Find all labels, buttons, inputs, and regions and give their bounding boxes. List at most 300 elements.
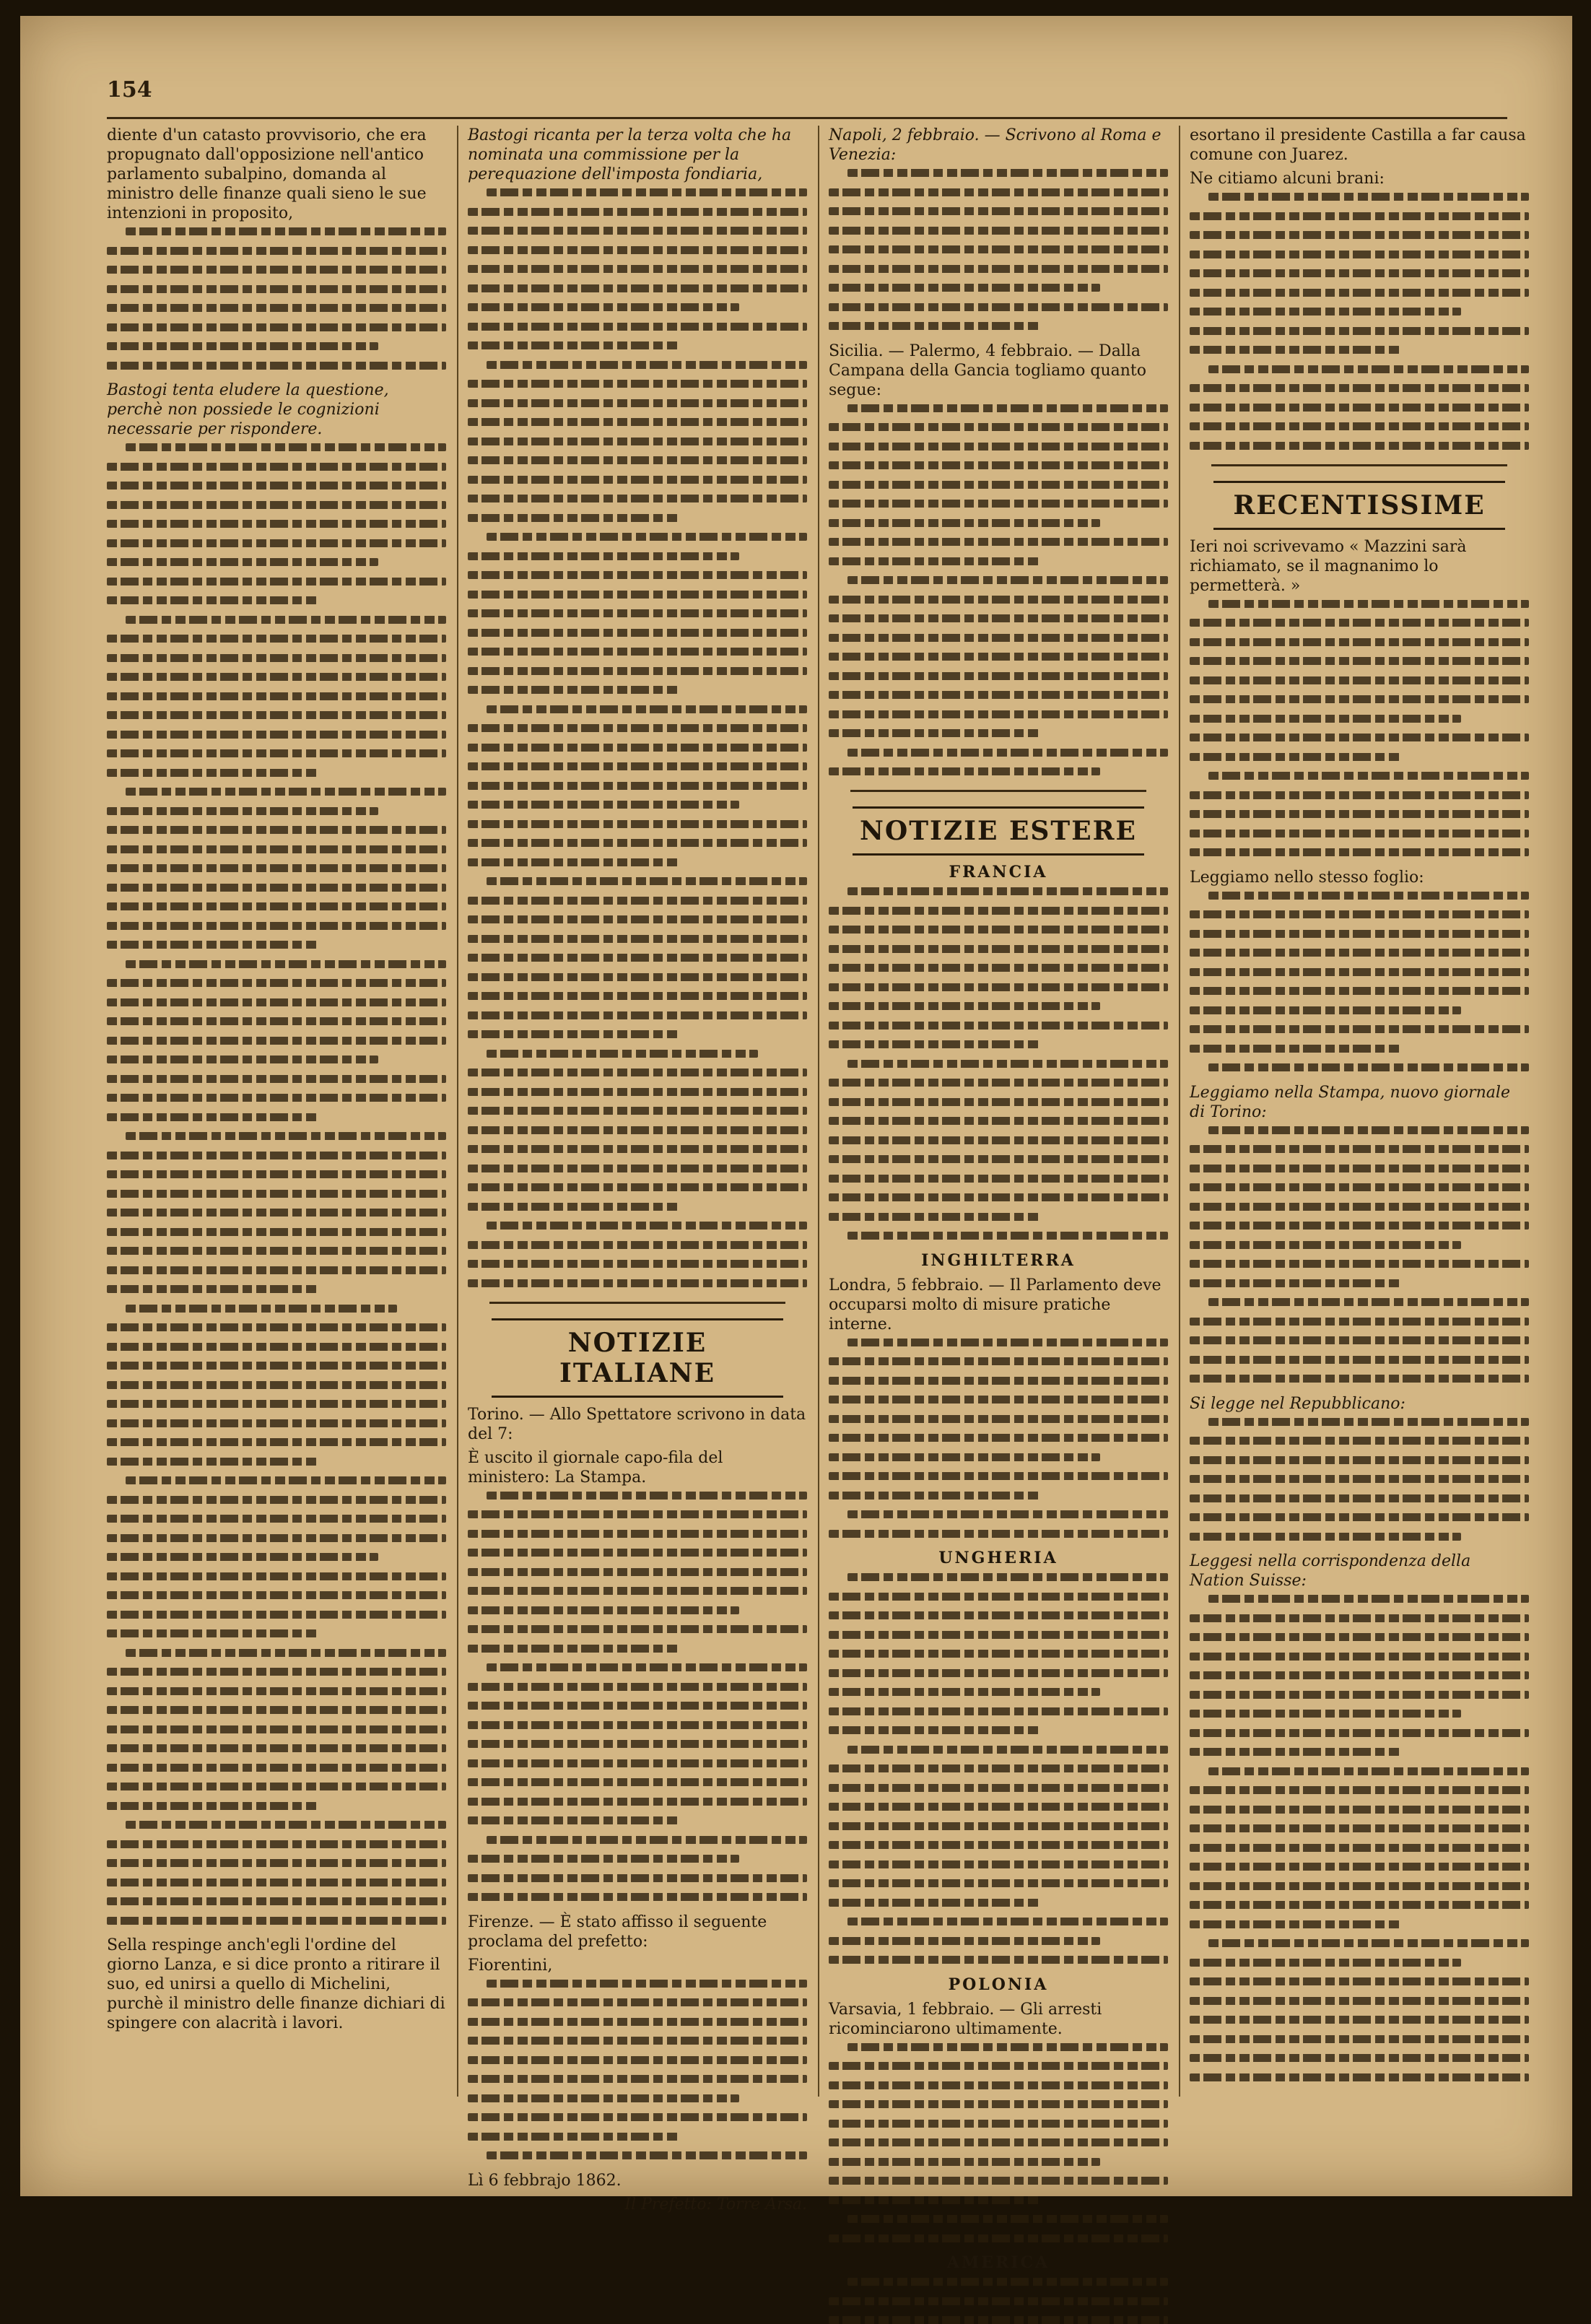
text-line xyxy=(468,1998,807,2006)
text-line xyxy=(1190,1336,1529,1344)
text-line xyxy=(829,1611,1168,1619)
text-line xyxy=(107,692,446,700)
text-line xyxy=(468,629,807,637)
text-line xyxy=(1208,1939,1529,1947)
text-line xyxy=(829,1669,1168,1677)
text-line xyxy=(829,1899,1039,1907)
text-line xyxy=(829,1213,1039,1221)
column-1 xyxy=(107,126,446,2097)
text-line xyxy=(1190,791,1529,799)
text-line xyxy=(829,596,1168,604)
col3-body-america xyxy=(829,2278,1168,2324)
text-line xyxy=(107,1744,446,1752)
text-line xyxy=(1190,1977,1529,1985)
text-line xyxy=(107,807,378,815)
text-line xyxy=(1190,1165,1529,1172)
text-line xyxy=(1190,327,1529,335)
text-line xyxy=(468,744,807,752)
text-line xyxy=(829,481,1168,489)
text-line xyxy=(1190,212,1529,220)
text-line xyxy=(829,265,1168,273)
col4-divider xyxy=(1211,464,1507,466)
newspaper-page xyxy=(20,16,1572,2272)
text-line xyxy=(1190,1748,1400,1756)
text-line xyxy=(829,322,1039,330)
text-line xyxy=(1190,384,1529,392)
repubblicano-lead: Si legge nel Repubblicano: xyxy=(1190,1394,1405,1413)
text-line xyxy=(468,1645,678,1653)
text-line xyxy=(468,2133,678,2141)
text-line xyxy=(829,729,1039,737)
text-line xyxy=(107,1266,446,1274)
text-line xyxy=(107,1037,446,1045)
text-line xyxy=(1208,365,1529,373)
text-line xyxy=(468,1798,807,1806)
text-line xyxy=(468,820,807,828)
text-line xyxy=(1190,1183,1529,1191)
text-line xyxy=(829,1175,1168,1183)
text-line xyxy=(107,1017,446,1025)
text-line xyxy=(829,1079,1168,1087)
text-line xyxy=(468,2037,807,2045)
text-line xyxy=(107,482,446,489)
text-line xyxy=(468,915,807,923)
text-line xyxy=(107,731,446,739)
text-line xyxy=(1190,1006,1461,1014)
text-line xyxy=(847,1918,1168,1925)
text-line xyxy=(829,1117,1168,1125)
text-line xyxy=(1190,930,1529,938)
text-line xyxy=(1190,753,1400,761)
text-line xyxy=(829,1040,1039,1048)
text-line xyxy=(468,1740,807,1748)
col4-citiamo: Ne citiamo alcuni brani: xyxy=(1190,170,1385,188)
text-line xyxy=(107,1515,446,1523)
text-line xyxy=(107,1591,446,1599)
text-line xyxy=(829,423,1168,431)
text-line xyxy=(468,456,807,464)
text-line xyxy=(468,954,807,962)
text-line xyxy=(1190,1997,1529,2005)
text-line xyxy=(468,1183,807,1191)
text-line xyxy=(126,443,446,451)
col4-body-repubblicano xyxy=(1190,1418,1529,1541)
text-line xyxy=(468,438,807,445)
text-line xyxy=(107,1228,446,1236)
text-line xyxy=(1190,1025,1529,1033)
text-line xyxy=(1190,1691,1529,1699)
text-line xyxy=(829,672,1168,680)
text-line xyxy=(107,323,446,331)
text-line xyxy=(107,1247,446,1255)
text-line xyxy=(847,887,1168,895)
text-line xyxy=(107,635,446,643)
text-line xyxy=(126,616,446,624)
text-line xyxy=(1208,1595,1529,1603)
text-line xyxy=(1190,1279,1400,1287)
text-line xyxy=(1190,1729,1529,1737)
text-line xyxy=(1190,619,1529,627)
text-line xyxy=(847,576,1168,584)
text-line xyxy=(468,973,807,981)
column-4 xyxy=(1190,126,1529,2097)
text-line xyxy=(829,1434,1168,1442)
text-line xyxy=(107,304,446,312)
text-line xyxy=(468,1279,807,1287)
text-line xyxy=(829,767,1100,775)
text-line xyxy=(107,362,446,370)
text-line xyxy=(107,1056,378,1063)
text-line xyxy=(107,1802,317,1810)
text-line xyxy=(829,1530,1168,1538)
text-line xyxy=(468,418,807,426)
londra-lead: Londra, 5 febbraio. — Il Parlamento deve occuparsi molto di misure pratiche interne. xyxy=(829,1276,1161,1333)
text-line xyxy=(107,1400,446,1408)
fiorentini: Fiorentini, xyxy=(468,1956,553,1975)
torino-lead: Torino. — Allo Spettatore scrivono in data del 7: xyxy=(468,1405,806,1443)
col2-body-firenze xyxy=(468,1980,807,2160)
prefetto-signature: Il Prefetto: Torre Arsa. xyxy=(624,2195,807,2214)
text-line xyxy=(487,1222,807,1230)
text-line xyxy=(829,2081,1168,2089)
text-line xyxy=(1190,1653,1529,1661)
text-line xyxy=(829,303,1168,311)
text-line xyxy=(829,1193,1168,1201)
text-line xyxy=(1190,1863,1529,1871)
text-line xyxy=(126,227,446,235)
text-line xyxy=(829,907,1168,915)
col3-divider xyxy=(850,790,1146,792)
subhead-inghilterra: INGHILTERRA xyxy=(921,1250,1076,1270)
text-line xyxy=(829,557,1039,565)
stampa-lead: Leggiamo nella Stampa, nuovo giornale di Torino: xyxy=(1190,1083,1510,1121)
col4-opening: esortano il presidente Castilla a far causa comune con Juarez. xyxy=(1190,126,1526,164)
text-line xyxy=(829,964,1168,972)
text-line xyxy=(487,1980,807,1988)
text-line xyxy=(847,749,1168,757)
text-line xyxy=(1190,442,1529,450)
text-line xyxy=(829,2062,1168,2070)
text-line xyxy=(829,1155,1168,1163)
text-line xyxy=(1208,772,1529,780)
text-line xyxy=(487,1050,758,1058)
col1-body-main xyxy=(107,443,446,1925)
text-line xyxy=(829,1822,1168,1830)
text-line xyxy=(847,2043,1168,2051)
text-line xyxy=(829,188,1168,196)
text-line xyxy=(829,1937,1100,1945)
text-line xyxy=(468,284,807,292)
column-rule-3 xyxy=(1179,126,1180,2097)
text-line xyxy=(107,1496,446,1504)
text-line xyxy=(107,711,446,719)
text-line xyxy=(468,2018,807,2026)
text-line xyxy=(847,1060,1168,1068)
text-line xyxy=(1190,2054,1529,2062)
text-line xyxy=(829,634,1168,642)
text-line xyxy=(107,1438,446,1446)
text-line xyxy=(487,533,807,541)
text-line xyxy=(829,653,1168,661)
text-line xyxy=(829,1860,1168,1868)
text-line xyxy=(107,342,378,350)
text-line xyxy=(107,1687,446,1695)
text-line xyxy=(1208,1767,1529,1775)
text-line xyxy=(107,1323,446,1331)
text-line xyxy=(107,501,446,509)
text-line xyxy=(468,208,807,216)
subhead-polonia: POLONIA xyxy=(948,1975,1049,1994)
text-line xyxy=(107,1285,317,1293)
text-line xyxy=(829,2177,1168,2185)
text-line xyxy=(468,2075,807,2083)
section-recentissime: RECENTISSIME xyxy=(1213,481,1505,530)
text-line xyxy=(1190,1045,1400,1053)
col4-body-messico xyxy=(1190,193,1529,450)
text-line xyxy=(468,648,807,656)
text-line xyxy=(468,1203,678,1211)
text-line xyxy=(829,1492,1039,1500)
text-line xyxy=(107,1343,446,1351)
text-line xyxy=(107,1170,446,1178)
text-line xyxy=(487,705,807,713)
text-line xyxy=(829,2316,1168,2324)
column-rule-2 xyxy=(818,126,819,2097)
text-line xyxy=(468,591,807,599)
text-line xyxy=(1190,1786,1529,1794)
sicilia-lead: Sicilia. — Palermo, 4 febbraio. — Dalla Campana della Gancia togliamo quanto segue: xyxy=(829,341,1146,399)
text-line xyxy=(1208,1418,1529,1426)
text-line xyxy=(468,2094,739,2102)
text-line xyxy=(829,284,1100,292)
text-line xyxy=(107,1917,446,1925)
col4-body-stampa xyxy=(1190,1126,1529,1383)
text-line xyxy=(468,667,807,675)
text-line xyxy=(468,1145,807,1153)
text-line xyxy=(468,1069,807,1076)
text-line xyxy=(1190,910,1529,918)
text-line xyxy=(107,845,446,853)
subhead-ungheria: UNGHERIA xyxy=(938,1549,1058,1567)
text-line xyxy=(847,169,1168,177)
text-line xyxy=(468,1759,807,1767)
text-line xyxy=(1190,1375,1529,1383)
stesso-foglio: Leggiamo nello stesso foglio: xyxy=(1190,868,1424,887)
text-line xyxy=(829,245,1168,253)
dateline: Lì 6 febbrajo 1862. xyxy=(468,2171,622,2190)
text-line xyxy=(126,1132,446,1140)
text-line xyxy=(829,443,1168,451)
text-line xyxy=(126,1305,397,1313)
text-line xyxy=(1190,1222,1529,1230)
subhead-america: AMERICA xyxy=(946,2253,1050,2272)
text-line xyxy=(107,266,446,274)
text-line xyxy=(847,1510,1168,1518)
text-line xyxy=(1190,810,1529,818)
text-line xyxy=(468,897,807,905)
text-line xyxy=(847,1232,1168,1240)
text-line xyxy=(107,1209,446,1217)
text-line xyxy=(1190,2016,1529,2024)
text-line xyxy=(829,519,1100,527)
text-line xyxy=(107,1706,446,1714)
section-notizie-estere: NOTIZIE ESTERE xyxy=(853,806,1144,856)
text-line xyxy=(107,1840,446,1848)
text-line xyxy=(487,1492,807,1500)
text-line xyxy=(107,941,317,949)
text-line xyxy=(468,1260,807,1268)
text-line xyxy=(468,495,807,502)
text-line xyxy=(468,476,807,484)
text-line xyxy=(847,1339,1168,1346)
text-line xyxy=(107,1668,446,1676)
text-line xyxy=(107,558,378,566)
text-line xyxy=(468,246,807,254)
text-line xyxy=(468,1030,678,1038)
text-line xyxy=(829,983,1168,991)
text-line xyxy=(126,1476,446,1484)
page-number: 154 xyxy=(107,77,152,103)
text-line xyxy=(1190,1671,1529,1679)
text-line xyxy=(468,801,739,809)
text-line xyxy=(1190,1437,1529,1445)
text-line xyxy=(468,839,807,847)
text-line xyxy=(107,1553,378,1561)
text-line xyxy=(487,1663,807,1671)
text-line xyxy=(107,247,446,255)
col2-divider xyxy=(489,1302,785,1304)
text-line xyxy=(1190,1203,1529,1211)
subhead-francia: FRANCIA xyxy=(949,863,1048,882)
text-line xyxy=(1208,892,1529,900)
col3-body-inghilterra xyxy=(829,1339,1168,1538)
text-line xyxy=(829,2120,1168,2128)
text-line xyxy=(1190,1318,1529,1326)
text-line xyxy=(487,361,807,369)
section-notizie-italiane: NOTIZIE ITALIANE xyxy=(492,1318,783,1398)
text-line xyxy=(829,691,1168,699)
text-line xyxy=(468,1587,807,1595)
col3-body-sicilia xyxy=(829,404,1168,776)
text-line xyxy=(829,2234,1168,2242)
column-rule-1 xyxy=(457,126,458,2097)
text-line xyxy=(107,1075,446,1083)
text-line xyxy=(107,539,446,547)
text-line xyxy=(1190,1824,1529,1832)
text-line xyxy=(829,538,1168,546)
text-line xyxy=(468,1165,807,1172)
text-line xyxy=(1190,1533,1461,1541)
text-line xyxy=(1190,638,1529,646)
text-line xyxy=(107,1879,446,1886)
text-line xyxy=(1208,193,1529,201)
text-line xyxy=(1190,848,1529,856)
column-3 xyxy=(829,126,1168,2272)
recent-lead: Ieri noi scrivevamo « Mazzini sarà richiamato, se il magnanimo lo permetterà. » xyxy=(1190,537,1467,595)
text-line xyxy=(1190,1513,1529,1521)
col3-body-ungheria xyxy=(829,1573,1168,1964)
text-line xyxy=(468,1088,807,1096)
text-line xyxy=(468,1702,807,1710)
text-line xyxy=(1190,949,1529,957)
text-line xyxy=(1190,346,1400,354)
text-line xyxy=(107,463,446,471)
text-line xyxy=(1190,1710,1461,1718)
text-line xyxy=(1190,1475,1529,1483)
text-line xyxy=(1190,734,1529,741)
text-line xyxy=(829,1098,1168,1106)
text-line xyxy=(829,2196,1039,2204)
text-line xyxy=(847,2215,1168,2223)
text-line xyxy=(1190,2035,1529,2043)
text-line xyxy=(468,782,807,790)
text-line xyxy=(829,1688,1100,1696)
text-line xyxy=(468,1721,807,1729)
text-line xyxy=(107,1783,446,1790)
text-line xyxy=(468,1606,739,1614)
text-line xyxy=(107,520,446,528)
text-line xyxy=(468,1241,807,1249)
text-line xyxy=(829,1396,1168,1403)
text-line xyxy=(1190,968,1529,976)
text-line xyxy=(847,1573,1168,1581)
text-line xyxy=(829,1726,1039,1734)
text-line xyxy=(1208,600,1529,608)
text-line xyxy=(107,673,446,681)
text-line xyxy=(468,686,678,694)
text-line xyxy=(1190,269,1529,277)
text-line xyxy=(829,1784,1168,1792)
text-line xyxy=(107,884,446,892)
text-line xyxy=(107,1897,446,1905)
text-line xyxy=(1190,1356,1529,1364)
text-line xyxy=(1190,1901,1529,1909)
text-line xyxy=(829,1453,1100,1461)
text-line xyxy=(468,303,739,311)
text-line xyxy=(468,1107,807,1115)
col2-body-torino xyxy=(468,1492,807,1902)
text-line xyxy=(1190,676,1529,684)
text-line xyxy=(468,762,807,770)
text-line xyxy=(1190,1494,1529,1502)
text-line xyxy=(1190,1882,1529,1890)
text-line xyxy=(107,902,446,910)
text-line xyxy=(487,188,807,196)
text-line xyxy=(468,1625,807,1633)
text-line xyxy=(107,1419,446,1427)
text-line xyxy=(829,1415,1168,1423)
text-line xyxy=(829,2138,1168,2146)
text-line xyxy=(829,1136,1168,1144)
text-line xyxy=(829,1357,1168,1365)
text-line xyxy=(1190,289,1529,297)
suisse-lead: Leggesi nella corrispondenza della Nation Suisse: xyxy=(1190,1552,1471,1590)
col2-opening: Bastogi ricanta per la terza volta che ha nominata una commissione per la perequazione dell'imposta fondiaria, xyxy=(468,126,792,183)
text-line xyxy=(1208,1063,1529,1071)
text-line xyxy=(468,399,807,407)
text-line xyxy=(829,1803,1168,1811)
text-line xyxy=(487,877,807,885)
text-line xyxy=(1190,1959,1461,1967)
text-line xyxy=(107,998,446,1006)
varsavia-lead: Varsavia, 1 febbraio. — Gli arresti ricominciarono ultimamente. xyxy=(829,2000,1102,2038)
text-line xyxy=(468,323,807,331)
text-line xyxy=(1208,1298,1529,1306)
text-line xyxy=(468,2056,807,2064)
text-line xyxy=(468,1816,678,1824)
text-line xyxy=(468,992,807,1000)
text-line xyxy=(829,926,1168,933)
